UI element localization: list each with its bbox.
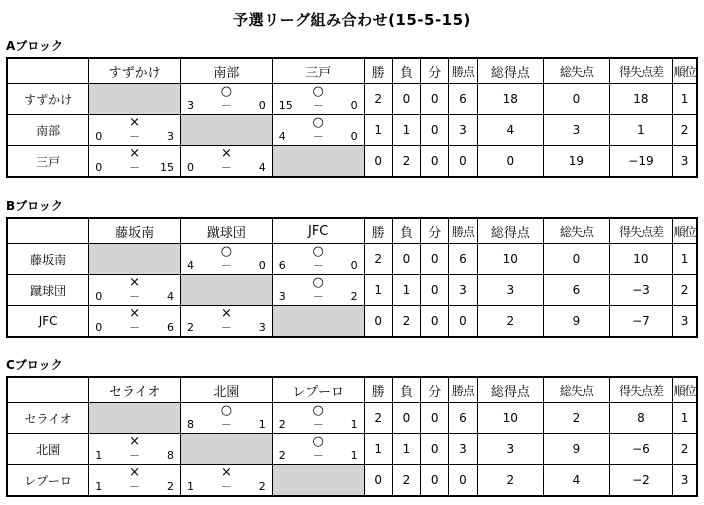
draws-cell: 0 (421, 84, 449, 115)
goal-diff-cell: −19 (609, 146, 673, 178)
match-score (95, 449, 174, 462)
rank-cell: 3 (673, 306, 697, 338)
table-row (7, 84, 697, 115)
block-label: Bブロック (6, 199, 63, 213)
score-opponent: 4 (167, 290, 174, 303)
match-result-cell (181, 244, 273, 275)
draws-cell: 0 (421, 434, 449, 465)
score-own: 0 (95, 321, 103, 334)
win-mark: ○ (220, 84, 233, 99)
goal-diff-header: 得失点差 (609, 218, 673, 244)
rank-header: 順位 (673, 58, 697, 84)
wins-cell: 0 (364, 146, 392, 178)
match-result-cell (272, 275, 364, 306)
league-table (6, 376, 698, 497)
score-opponent: 3 (167, 130, 174, 143)
table-row (7, 115, 697, 146)
points-cell: 3 (449, 434, 477, 465)
score-dash: － (312, 99, 324, 112)
rank-header: 順位 (673, 218, 697, 244)
score-opponent: 0 (350, 130, 358, 143)
self-match-cell (181, 115, 273, 146)
goals-for-header: 総得点 (477, 218, 544, 244)
match-result-cell (181, 146, 273, 178)
goal-diff-cell: 18 (609, 84, 673, 115)
score-own: 3 (278, 290, 286, 303)
win-mark: ○ (220, 403, 233, 418)
goals-for-cell: 2 (477, 306, 544, 338)
goals-against-cell: 2 (544, 403, 610, 434)
score-opponent: 0 (258, 259, 266, 272)
goals-for-cell: 3 (477, 275, 544, 306)
goal-diff-header: 得失点差 (609, 58, 673, 84)
wins-cell: 1 (364, 275, 392, 306)
block-label: Aブロック (6, 39, 64, 53)
points-header: 勝点 (449, 58, 477, 84)
corner-cell (7, 377, 89, 403)
rank-cell: 2 (673, 115, 697, 146)
draws-cell: 0 (421, 465, 449, 497)
points-cell: 0 (449, 306, 477, 338)
match-result-cell (272, 115, 364, 146)
score-own: 0 (187, 161, 194, 174)
table-row (7, 306, 697, 338)
losses-cell: 0 (392, 403, 420, 434)
score-opponent: 2 (167, 480, 174, 493)
row-team-name: 藤坂南 (7, 244, 89, 275)
goals-for-cell: 2 (477, 465, 544, 497)
wins-cell: 2 (364, 403, 392, 434)
table-row (7, 465, 697, 497)
score-own: 6 (278, 259, 286, 272)
score-opponent: 4 (258, 161, 266, 174)
score-opponent: 6 (167, 321, 174, 334)
score-dash: － (129, 130, 141, 143)
rank-cell: 3 (673, 146, 697, 178)
win-header: 勝 (364, 218, 392, 244)
match-score (279, 418, 358, 431)
score-opponent: 1 (350, 449, 358, 462)
goal-diff-cell: 8 (609, 403, 673, 434)
points-cell: 6 (449, 244, 477, 275)
match-score (279, 259, 358, 272)
corner-cell (7, 58, 89, 84)
score-dash: － (220, 321, 232, 334)
goal-diff-cell: 1 (609, 115, 673, 146)
score-dash: － (129, 321, 141, 334)
header-row (7, 377, 697, 403)
score-dash: － (129, 480, 141, 493)
match-score (95, 130, 174, 143)
score-opponent: 15 (160, 161, 174, 174)
match-score (95, 161, 174, 174)
rank-header: 順位 (673, 377, 697, 403)
goals-against-header: 総失点 (544, 377, 610, 403)
losses-cell: 1 (392, 115, 420, 146)
match-result-cell (181, 465, 273, 497)
score-dash: － (220, 259, 232, 272)
table-row (7, 275, 697, 306)
score-opponent: 1 (258, 418, 266, 431)
score-opponent: 0 (350, 259, 358, 272)
score-own: 2 (278, 418, 286, 431)
draws-cell: 0 (421, 275, 449, 306)
score-own: 15 (278, 99, 293, 112)
match-result-cell (89, 434, 181, 465)
losses-cell: 1 (392, 275, 420, 306)
score-own: 0 (95, 130, 103, 143)
row-team-name: 南部 (7, 115, 89, 146)
goals-for-cell: 18 (477, 84, 544, 115)
table-row (7, 244, 697, 275)
wins-cell: 2 (364, 244, 392, 275)
goals-against-cell: 0 (544, 84, 610, 115)
column-team-name: 蹴球団 (181, 218, 273, 244)
goals-against-cell: 4 (544, 465, 610, 497)
score-own: 4 (278, 130, 286, 143)
goal-diff-cell: −2 (609, 465, 673, 497)
score-own: 2 (278, 449, 286, 462)
wins-cell: 0 (364, 306, 392, 338)
goals-against-header: 総失点 (544, 218, 610, 244)
draws-cell: 0 (421, 146, 449, 178)
row-team-name: JFC (7, 306, 89, 338)
score-dash: － (220, 418, 232, 431)
goals-for-cell: 0 (477, 146, 544, 178)
losses-cell: 2 (392, 146, 420, 178)
row-team-name: 蹴球団 (7, 275, 89, 306)
page-title: 予選リーグ組み合わせ(15-5-15) (233, 11, 471, 29)
goals-against-cell: 19 (544, 146, 610, 178)
draw-header: 分 (421, 218, 449, 244)
win-mark: ○ (312, 84, 324, 99)
points-cell: 6 (449, 84, 477, 115)
self-match-cell (181, 275, 273, 306)
score-opponent: 8 (167, 449, 174, 462)
league-table (6, 217, 698, 338)
self-match-cell (272, 465, 364, 497)
score-dash: － (220, 480, 232, 493)
row-team-name: セライオ (7, 403, 89, 434)
rank-cell: 1 (673, 244, 697, 275)
table-row (7, 146, 697, 178)
goals-for-cell: 3 (477, 434, 544, 465)
losses-cell: 1 (392, 434, 420, 465)
wins-cell: 0 (364, 465, 392, 497)
goal-diff-cell: −7 (609, 306, 673, 338)
match-result-cell (181, 403, 273, 434)
points-cell: 0 (449, 146, 477, 178)
score-dash: － (129, 290, 141, 303)
losses-cell: 0 (392, 244, 420, 275)
goals-for-cell: 4 (477, 115, 544, 146)
loss-mark: × (129, 146, 141, 161)
goals-against-cell: 9 (544, 306, 610, 338)
self-match-cell (89, 403, 181, 434)
loss-header: 負 (392, 218, 420, 244)
column-team-name: すずかけ (89, 58, 181, 84)
score-dash: － (312, 130, 324, 143)
win-mark: ○ (312, 403, 324, 418)
score-dash: － (312, 418, 324, 431)
score-own: 1 (187, 480, 194, 493)
win-header: 勝 (364, 377, 392, 403)
score-opponent: 2 (258, 480, 266, 493)
score-dash: － (312, 449, 324, 462)
rank-cell: 1 (673, 403, 697, 434)
score-dash: － (129, 161, 141, 174)
match-score (187, 259, 266, 272)
wins-cell: 1 (364, 115, 392, 146)
match-result-cell (181, 306, 273, 338)
match-result-cell (272, 403, 364, 434)
goal-diff-cell: −3 (609, 275, 673, 306)
loss-mark: × (129, 275, 141, 290)
score-own: 3 (187, 99, 194, 112)
score-dash: － (220, 161, 232, 174)
score-opponent: 1 (350, 418, 358, 431)
column-team-name: 藤坂南 (89, 218, 181, 244)
losses-cell: 2 (392, 465, 420, 497)
block-label: Cブロック (6, 358, 63, 372)
match-result-cell (272, 434, 364, 465)
self-match-cell (89, 244, 181, 275)
draws-cell: 0 (421, 306, 449, 338)
column-team-name: JFC (272, 218, 364, 244)
win-mark: ○ (312, 115, 324, 130)
match-score (95, 290, 174, 303)
loss-mark: × (220, 465, 232, 480)
column-team-name: セライオ (89, 377, 181, 403)
win-mark: ○ (220, 244, 233, 259)
header-row (7, 58, 697, 84)
score-opponent: 3 (258, 321, 266, 334)
league-table (6, 57, 698, 178)
win-mark: ○ (312, 244, 324, 259)
goals-against-cell: 3 (544, 115, 610, 146)
score-own: 2 (187, 321, 194, 334)
header-row (7, 218, 697, 244)
draws-cell: 0 (421, 115, 449, 146)
rank-cell: 1 (673, 84, 697, 115)
column-team-name: 三戸 (272, 58, 364, 84)
row-team-name: レプーロ (7, 465, 89, 497)
points-cell: 3 (449, 115, 477, 146)
goals-for-cell: 10 (477, 403, 544, 434)
score-dash: － (129, 449, 141, 462)
column-team-name: レプーロ (272, 377, 364, 403)
win-header: 勝 (364, 58, 392, 84)
row-team-name: すずかけ (7, 84, 89, 115)
score-own: 8 (187, 418, 194, 431)
match-result-cell (181, 84, 273, 115)
score-own: 1 (95, 480, 103, 493)
draws-cell: 0 (421, 244, 449, 275)
points-header: 勝点 (449, 218, 477, 244)
goal-diff-header: 得失点差 (609, 377, 673, 403)
goal-diff-cell: 10 (609, 244, 673, 275)
row-team-name: 北園 (7, 434, 89, 465)
self-match-cell (272, 306, 364, 338)
goals-for-header: 総得点 (477, 377, 544, 403)
match-result-cell (89, 146, 181, 178)
loss-mark: × (129, 115, 141, 130)
match-score (187, 161, 266, 174)
score-dash: － (220, 99, 232, 112)
score-own: 4 (187, 259, 194, 272)
match-result-cell (89, 306, 181, 338)
match-score (187, 418, 266, 431)
match-score (279, 290, 358, 303)
points-cell: 6 (449, 403, 477, 434)
wins-cell: 2 (364, 84, 392, 115)
column-team-name: 北園 (181, 377, 273, 403)
loss-mark: × (129, 465, 141, 480)
score-dash: － (312, 259, 324, 272)
goals-against-cell: 9 (544, 434, 610, 465)
score-own: 0 (95, 161, 103, 174)
match-score (95, 321, 174, 334)
corner-cell (7, 218, 89, 244)
self-match-cell (89, 84, 181, 115)
rank-cell: 3 (673, 465, 697, 497)
match-result-cell (272, 244, 364, 275)
match-score (279, 449, 358, 462)
table-row (7, 434, 697, 465)
match-result-cell (89, 275, 181, 306)
table-row (7, 403, 697, 434)
rank-cell: 2 (673, 434, 697, 465)
draw-header: 分 (421, 377, 449, 403)
goals-for-header: 総得点 (477, 58, 544, 84)
match-score (187, 480, 266, 493)
loss-mark: × (220, 306, 232, 321)
score-opponent: 2 (350, 290, 358, 303)
score-own: 1 (95, 449, 103, 462)
match-score (279, 99, 358, 112)
goals-against-header: 総失点 (544, 58, 610, 84)
match-score (279, 130, 358, 143)
score-opponent: 0 (258, 99, 266, 112)
losses-cell: 0 (392, 84, 420, 115)
match-result-cell (89, 115, 181, 146)
losses-cell: 2 (392, 306, 420, 338)
win-mark: ○ (312, 275, 324, 290)
points-cell: 3 (449, 275, 477, 306)
wins-cell: 1 (364, 434, 392, 465)
points-header: 勝点 (449, 377, 477, 403)
column-team-name: 南部 (181, 58, 273, 84)
loss-mark: × (220, 146, 232, 161)
match-result-cell (272, 84, 364, 115)
loss-mark: × (129, 306, 141, 321)
points-cell: 0 (449, 465, 477, 497)
goals-against-cell: 6 (544, 275, 610, 306)
match-score (187, 321, 266, 334)
goals-for-cell: 10 (477, 244, 544, 275)
goals-against-cell: 0 (544, 244, 610, 275)
self-match-cell (272, 146, 364, 178)
match-result-cell (89, 465, 181, 497)
draw-header: 分 (421, 58, 449, 84)
loss-header: 負 (392, 58, 420, 84)
loss-header: 負 (392, 377, 420, 403)
row-team-name: 三戸 (7, 146, 89, 178)
win-mark: ○ (312, 434, 324, 449)
rank-cell: 2 (673, 275, 697, 306)
score-opponent: 0 (350, 99, 358, 112)
score-own: 0 (95, 290, 103, 303)
draws-cell: 0 (421, 403, 449, 434)
score-dash: － (312, 290, 324, 303)
match-score (95, 480, 174, 493)
match-score (187, 99, 266, 112)
goal-diff-cell: −6 (609, 434, 673, 465)
loss-mark: × (129, 434, 141, 449)
self-match-cell (181, 434, 273, 465)
